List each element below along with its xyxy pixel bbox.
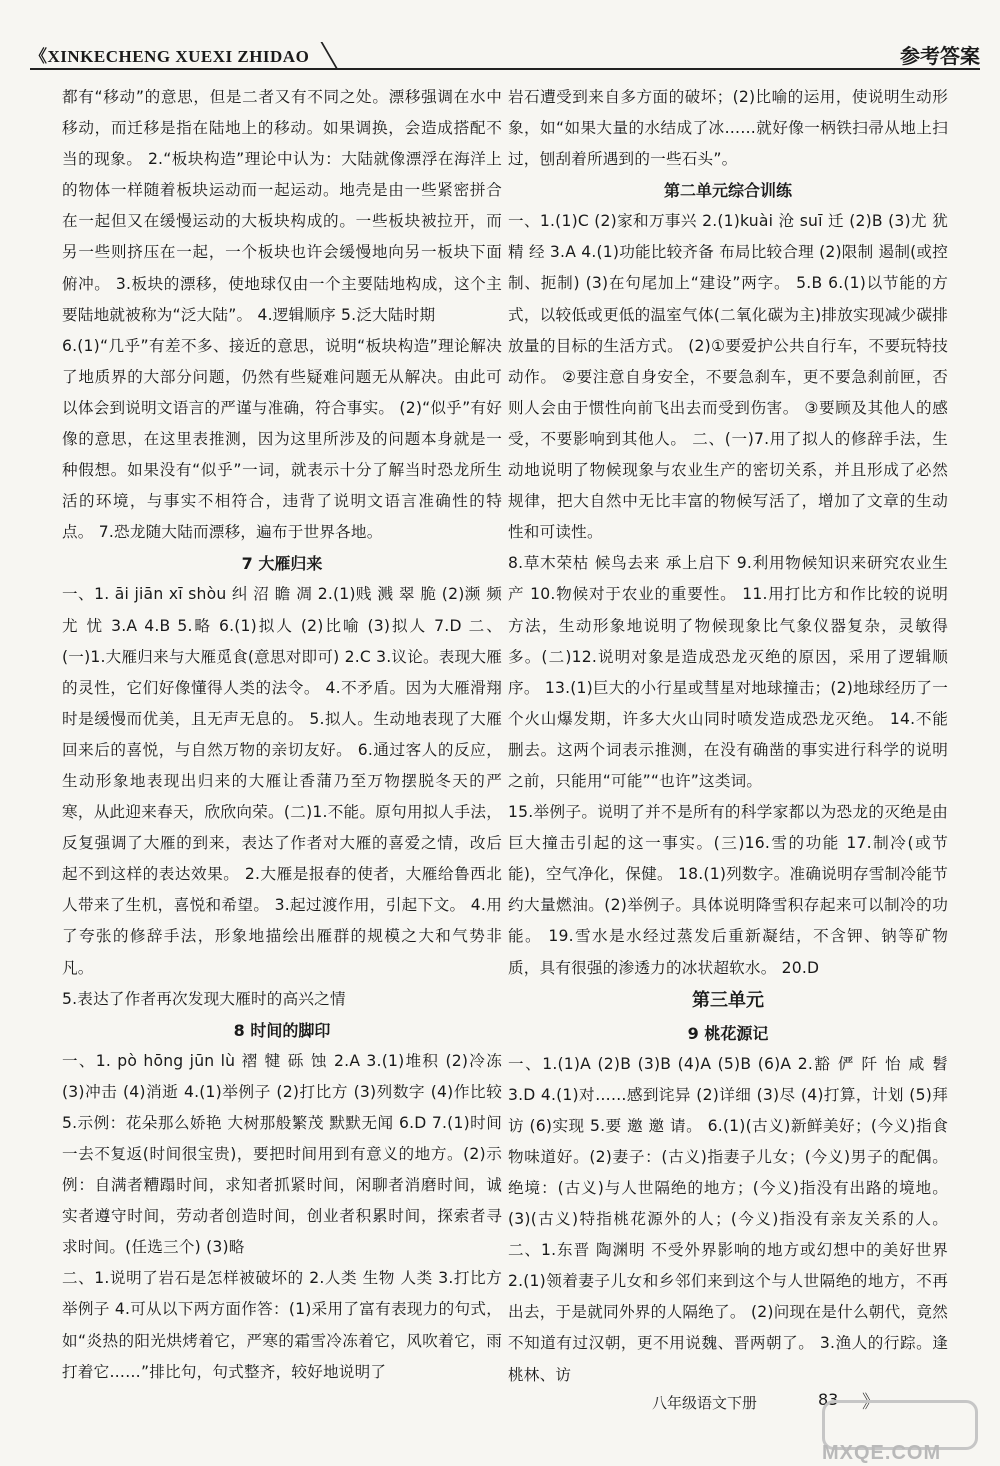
left-column (62, 82, 502, 1388)
page-number: 83 (818, 1390, 839, 1409)
answer-block: 15.举例子。说明了并不是所有的科学家都以为恐龙的灭绝是由巨大撞击引起的这一事实。(三)16.雪的功能 17.制冷(或节能)，空气净化，保健。 18.(1)列数字。准确说明存雪制冷能节约大量燃油。(2)举例子。具体说明降雪积存起来可以制冷的功能。 19.雪水是水经过蒸发后重新凝结，不含钾、钠等矿物质，具有很强的渗透力的冰状超软水。 20.D (508, 803, 948, 977)
watermark-text: MXQE.COM (822, 1442, 942, 1464)
lesson-heading: 8 时间的脚印 (233, 1020, 331, 1040)
answer-block: 6.(1)“几乎”有差不多、接近的意思，说明“板块构造”理论解决了地质界的大部分问题，仍然有些疑难问题无从解决。由此可以体会到说明文语言的严谨与准确，符合事实。 (2)“似乎”有好像的意思，在这里表推测，因为这里所涉及的问题本身就是一种假想。如果没有“似乎”一词，就表示十分了解当时恐龙所生活的环境，与事实不相符合，违背了说明文语言准确性的特点。 7.恐龙随大陆而漂移，遍布于世界各地。 (62, 336, 502, 542)
right-column (508, 82, 948, 1391)
answer-block: 5.表达了作者再次发现大雁时的高兴之情 (62, 989, 346, 1008)
answer-block: 一、1. āi jiān xī shòu 纠 沼 瞻 凋 2.(1)贱 溅 翠 脆 (2)濒 频 尤 忧 3.A 4.B 5.略 6.(1)拟人 (2)比喻 (3)拟人 7.D 二、(一)1.大雁归来与大雁觅食(意思对即可) 2.C 3.议论。表现大雁的灵性，它们好像懂得人类的法令。 4.不矛盾。因为大雁滑翔时是缓慢而优美，且无声无息的。 5.拟人。生动地表现了大雁回来后的喜悦，与自然万物的亲切友好。 6.通过客人的反应，生动形象地表现出归来的大雁让香蒲乃至万物摆脱冬天的严寒，从此迎来春天，欣欣向荣。(二)1.不能。原句用拟人手法，反复强调了大雁的到来，表达了作者对大雁的喜爱之情，改后起不到这样的表达效果。 2.大雁是报春的使者，大雁给鲁西北人带来了生机，喜悦和希望。 3.起过渡作用，引起下文。 4.用了夸张的修辞手法，形象地描绘出雁群的规模之大和气势非凡。 (62, 585, 502, 977)
answer-block: 都有“移动”的意思，但是二者又有不同之处。漂移强调在水中移动，而迁移是指在陆地上的移动。如果调换，会造成搭配不当的现象。 2.“板块构造”理论中认为：大陆就像漂浮在海洋上的物体一样随着板块运动而一起运动。地壳是由一些紧密拼合在一起但又在缓慢运动的大板块构成的。一些板块被拉开，而另一些则挤压在一起，一个板块也许会缓慢地向另一板块下面俯冲。 3.板块的漂移，使地球仅由一个主要陆地构成，这个主要陆地就被称为“泛大陆”。 4.逻辑顺序 5.泛大陆时期 (62, 88, 502, 324)
answer-block: 二、1.说明了岩石是怎样被破坏的 2.人类 生物 人类 3.打比方 举例子 4.可从以下两方面作答：(1)采用了富有表现力的句式，如“炎热的阳光烘烤着它，严寒的霜雪冷冻着它，风吹着它，雨打着它……”排比句，句式整齐，较好地说明了 (62, 1269, 502, 1381)
page-header (30, 40, 980, 70)
answer-block: 岩石遭受到来自多方面的破坏；(2)比喻的运用，使说明生动形象，如“如果大量的水结成了冰……就好像一柄铁扫帚从地上扫过，刨刮着所遇到的一些石头”。 (508, 88, 948, 169)
double-chevron-icon: 》 (862, 1392, 880, 1413)
unit-review-heading: 第二单元综合训练 (663, 181, 792, 201)
header-rule (30, 68, 980, 70)
brand-title: 《XINKECHENG XUEXI ZHIDAO (30, 47, 310, 66)
answer-block: 一、1.(1)A (2)B (3)B (4)A (5)B (6)A 2.豁 俨 阡 怡 咸 髫 3.D 4.(1)对……感到诧异 (2)详细 (3)尽 (4)打算，计划 (5)拜访 (6)实现 5.要 邀 邀 请。 6.(1)(古义)新鲜美好；(今义)指食物味道好。(2)妻子：(古义)指妻子儿女；(今义)男子的配偶。 绝境：(古义)与人世隔绝的地方；(今义)指没有出路的境地。 (3)(古义)特指桃花源外的人；(今义)指没有亲友关系的人。 二、1.东晋 陶渊明 不受外界影响的地方或幻想中的美好世界 2.(1)领着妻子儿女和乡邻们来到这个与人世隔绝的地方，不再出去，于是就同外界的人隔绝了。 (2)问现在是什么朝代，竟然不知道有过汉朝，更不用说魏、晋两朝了。 3.渔人的行踪。逢桃林、访 (508, 1054, 948, 1384)
lesson-heading: 9 桃花源记 (687, 1023, 769, 1043)
unit-heading: 第三单元 (692, 989, 764, 1011)
lesson-heading: 7 大雁归来 (241, 554, 323, 574)
answer-block: 一、1.(1)C (2)家和万事兴 2.(1)kuài 沧 suī 迁 (2)B (3)尤 犹 精 经 3.A 4.(1)功能比较齐备 布局比较合理 (2)限制 遏制(或控制、扼制) (3)在句尾加上“建设”两字。 5.B 6.(1)以节能的方式，以较低或更低的温室气体(二氧化碳为主)排放实现减少碳排放量的目标的生活方式。 (2)①要爱护公共自行车，不要玩特技动作。 ②要注意自身安全，不要急刹车，更不要急刹前匣，否则人会由于惯性向前飞出去而受到伤害。 ③要顾及其他人的感受，不要影响到其他人。 二、(一)7.用了拟人的修辞手法，生动地说明了物候现象与农业生产的密切关系，并且形成了必然规律，把大自然中无比丰富的物候写活了，增加了文章的生动性和可读性。 (508, 212, 948, 542)
book-title: 八年级语文下册 (652, 1394, 758, 1412)
answer-block: 一、1. pò hōng jūn lù 褶 犍 砾 蚀 2.A 3.(1)堆积 (2)冷冻 (3)冲击 (4)消逝 4.(1)举例子 (2)打比方 (3)列数字 (4)作比较 5.示例：花朵那么娇艳 大树那般繁茂 默默无闻 6.D 7.(1)时间一去不复返(时间很宝贵)，要把时间用到有意义的地方。(2)示例：自满者糟蹋时间，求知者抓紧时间，闲聊者消磨时间，诚实者遵守时间，劳动者创造时间，创业者积累时间，探索者寻求时间。(任选三个) (3)略 (62, 1051, 502, 1257)
watermark (822, 1400, 982, 1462)
section-title: 参考答案 (900, 44, 980, 68)
answer-block: 8.草木荣枯 候鸟去来 承上启下 9.利用物候知识来研究农业生产 10.物候对于农业的重要性。 11.用打比方和作比较的说明方法，生动形象地说明了物候现象比气象仪器复杂，灵敏得多。(二)12.说明对象是造成恐龙灭绝的原因，采用了逻辑顺序。 13.(1)巨大的小行星或彗星对地球撞击；(2)地球经历了一个火山爆发期，许多大火山同时喷发造成恐龙灭绝。 14.不能删去。这两个词表示推测，在没有确凿的事实进行科学的说明之前，只能用“可能”“也许”这类词。 (508, 554, 948, 790)
